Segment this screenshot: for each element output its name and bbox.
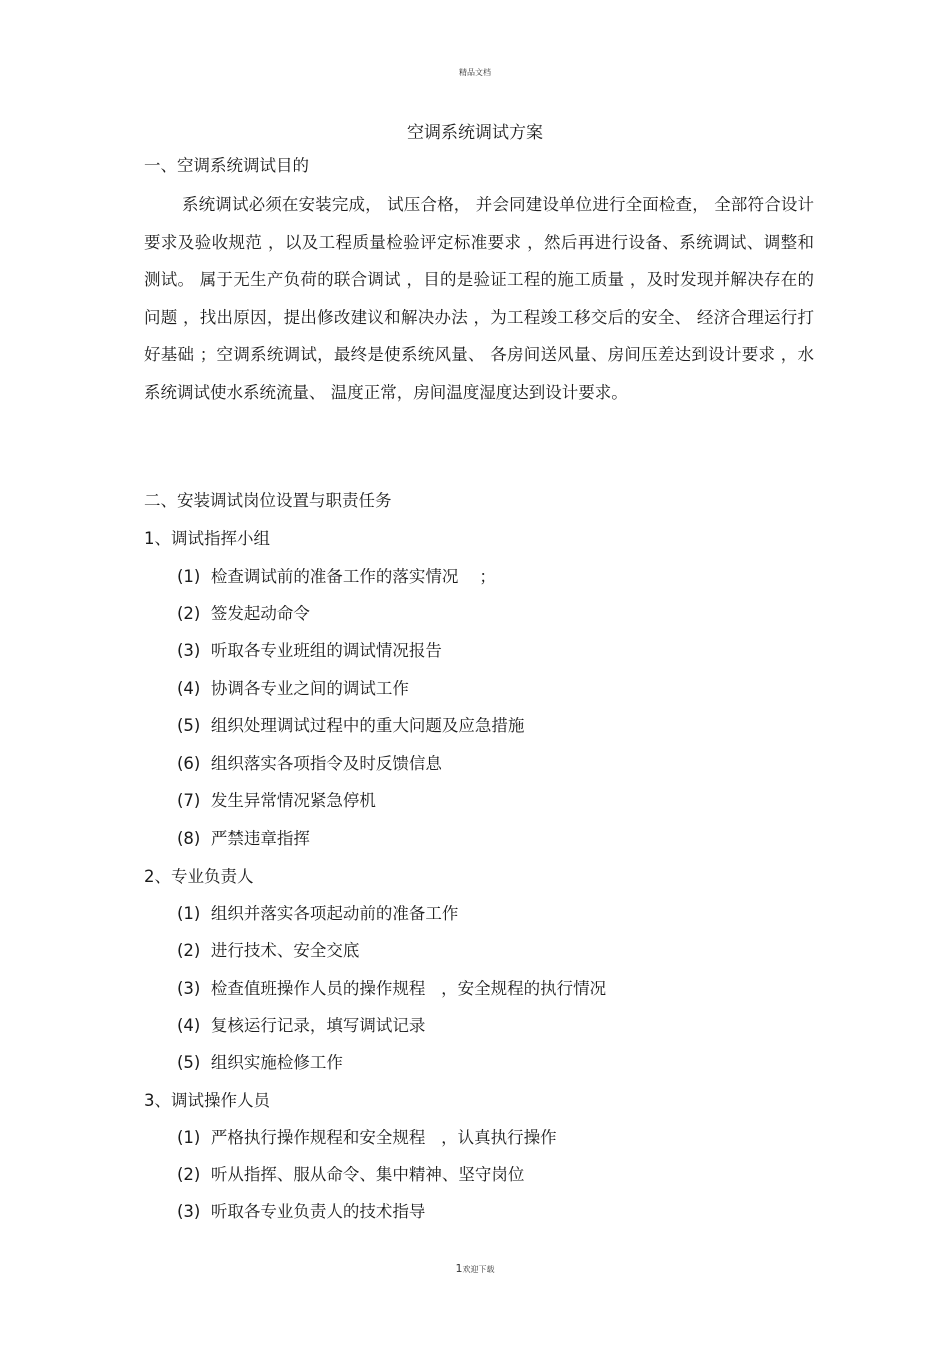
list-item: (3) 听取各专业班组的调试情况报告 bbox=[177, 641, 442, 660]
list-item: (5) 组织处理调试过程中的重大问题及应急措施 bbox=[177, 716, 525, 735]
list-item: (4) 协调各专业之间的调试工作 bbox=[177, 679, 409, 698]
list-item: (3) 检查值班操作人员的操作规程 ，安全规程的执行情况 bbox=[177, 979, 607, 998]
group-title: 1、调试指挥小组 bbox=[144, 529, 270, 548]
group-title: 3、调试操作人员 bbox=[144, 1091, 270, 1110]
list-item: (8) 严禁违章指挥 bbox=[177, 829, 310, 848]
list-item: (3) 听取各专业负责人的技术指导 bbox=[177, 1202, 426, 1221]
page-footer bbox=[0, 1262, 950, 1275]
list-item: (2) 签发起动命令 bbox=[177, 604, 310, 623]
page-header: 精品文档 bbox=[459, 68, 491, 77]
footer-text: 欢迎下载 bbox=[462, 1265, 495, 1274]
list-item: (1) 组织并落实各项起动前的准备工作 bbox=[177, 904, 459, 923]
list-item: (4) 复核运行记录，填写调试记录 bbox=[177, 1016, 426, 1035]
section-heading-1: 一、空调系统调试目的 bbox=[144, 156, 309, 175]
list-item: (1) 严格执行操作规程和安全规程 ，认真执行操作 bbox=[177, 1128, 557, 1147]
group-title: 2、专业负责人 bbox=[144, 867, 254, 886]
list-item: (5) 组织实施检修工作 bbox=[177, 1053, 343, 1072]
list-item: (2) 听从指挥、服从命令、集中精神、坚守岗位 bbox=[177, 1165, 525, 1184]
list-item: (7) 发生异常情况紧急停机 bbox=[177, 791, 376, 810]
list-item: (2) 进行技术、安全交底 bbox=[177, 941, 360, 960]
list-item: (6) 组织落实各项指令及时反馈信息 bbox=[177, 754, 442, 773]
section-paragraph-1: 系统调试必须在安装完成， 试压合格， 并会同建设单位进行全面检查， 全部符合设计要求及验收规范 ，以及工程质量检验评定标准要求 ，然后再进行设备、系统调试、调整和测试。 属于无生产负荷的联合调试 ，目的是验证工程的施工质量 ，及时发现并解决存在的问题 ，找出原因，提出修改建议和解决办法 ，为工程竣工移交后的安全、 经济合理运行打好基础 ；空调系统调试，最终是使系统风量、 各房间送风量、房间压差达到设计要求 ，水系统调试使水系统流量、 温度正常，房间温度湿度达到设计要求。 bbox=[144, 195, 814, 402]
document-title: 空调系统调试方案 bbox=[407, 123, 543, 143]
page-number: 1 bbox=[455, 1262, 463, 1275]
section-heading-2: 二、安装调试岗位设置与职责任务 bbox=[144, 491, 392, 510]
list-item: (1) 检查调试前的准备工作的落实情况 ； bbox=[177, 567, 496, 586]
